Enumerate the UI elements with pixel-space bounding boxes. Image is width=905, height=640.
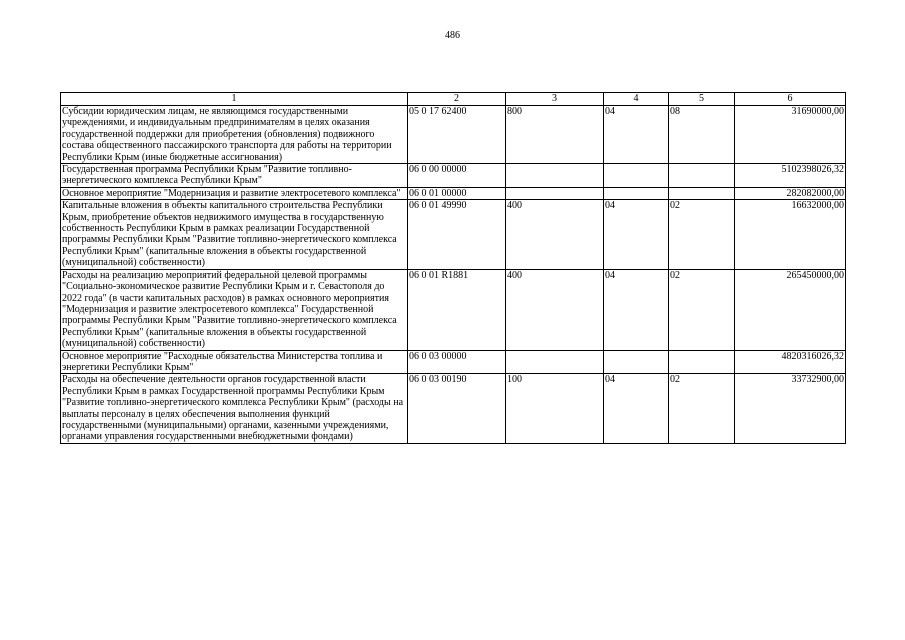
row-name-cell: Основное мероприятие "Модернизация и развитие электросетевого комплекса" bbox=[61, 187, 408, 199]
row-sum-cell: 16632000,00 bbox=[735, 200, 846, 269]
row-subsection-cell: 02 bbox=[669, 200, 735, 269]
table-row bbox=[61, 200, 846, 269]
row-sum-cell: 5102398026,32 bbox=[735, 164, 846, 188]
row-expense-type-cell: 400 bbox=[506, 269, 604, 350]
row-subsection-cell bbox=[669, 164, 735, 188]
budget-table bbox=[60, 92, 846, 444]
row-section-cell: 04 bbox=[604, 269, 669, 350]
row-expense-type-cell: 100 bbox=[506, 374, 604, 443]
row-code-cell: 06 0 01 R1881 bbox=[408, 269, 506, 350]
row-name-cell: Основное мероприятие "Расходные обязательства Министерства топлива и энергетики Республики Крым" bbox=[61, 350, 408, 374]
table-row bbox=[61, 187, 846, 199]
row-sum-cell: 265450000,00 bbox=[735, 269, 846, 350]
row-subsection-cell bbox=[669, 350, 735, 374]
table-row bbox=[61, 374, 846, 443]
row-code-cell: 06 0 01 00000 bbox=[408, 187, 506, 199]
column-header-6: 6 bbox=[735, 93, 846, 106]
row-section-cell bbox=[604, 350, 669, 374]
row-code-cell: 06 0 01 49990 bbox=[408, 200, 506, 269]
column-header-4: 4 bbox=[604, 93, 669, 106]
table-header-row bbox=[61, 93, 846, 106]
row-expense-type-cell: 400 bbox=[506, 200, 604, 269]
column-header-5: 5 bbox=[669, 93, 735, 106]
row-sum-cell: 31690000,00 bbox=[735, 106, 846, 164]
row-code-cell: 06 0 00 00000 bbox=[408, 164, 506, 188]
row-name-cell: Субсидии юридическим лицам, не являющимся государственными учреждениями, и индивидуальным предпринимателям в целях оказания государственной поддержки для приобретения (обновления) подвижного состава общественного пассажирского транспорта для работы на территории Республики Крым (иные бюджетные ассигнования) bbox=[61, 106, 408, 164]
row-name-cell: Капитальные вложения в объекты капитального строительства Республики Крым, приобретение объектов недвижимого имущества в государственную собственность Республики Крым в рамках реализации Государственной программы Республики Крым "Развитие топливно-энергетического комплекса Республики Крым" (капитальные вложения в объекты государственной (муниципальной) собственности) bbox=[61, 200, 408, 269]
row-section-cell: 04 bbox=[604, 200, 669, 269]
row-sum-cell: 33732900,00 bbox=[735, 374, 846, 443]
row-subsection-cell bbox=[669, 187, 735, 199]
row-sum-cell: 282082000,00 bbox=[735, 187, 846, 199]
row-sum-cell: 4820316026,32 bbox=[735, 350, 846, 374]
row-expense-type-cell bbox=[506, 164, 604, 188]
row-subsection-cell: 02 bbox=[669, 374, 735, 443]
row-name-cell: Расходы на обеспечение деятельности органов государственной власти Республики Крым в рамках Государственной программы Республики Крым "Развитие топливно-энергетического комплекса Республики Крым" (расходы на выплаты персоналу в целях обеспечения выполнения функций государственными (муниципальными) органами, казенными учреждениями, органами управления государственными внебюджетными фондами) bbox=[61, 374, 408, 443]
table-row bbox=[61, 269, 846, 350]
row-expense-type-cell bbox=[506, 187, 604, 199]
row-section-cell bbox=[604, 164, 669, 188]
row-section-cell: 04 bbox=[604, 374, 669, 443]
row-name-cell: Государственная программа Республики Крым "Развитие топливно-энергетического комплекса Республики Крым" bbox=[61, 164, 408, 188]
row-section-cell: 04 bbox=[604, 106, 669, 164]
column-header-1: 1 bbox=[61, 93, 408, 106]
row-name-cell: Расходы на реализацию мероприятий федеральной целевой программы "Социально-экономическое развитие Республики Крым и г. Севастополя до 2022 года" (в части капитальных расходов) в рамках основного мероприятия "Модернизация и развитие электросетевого комплекса" Государственной программы Республики Крым "Развитие топливно-энергетического комплекса Республики Крым" (капитальные вложения в объекты государственной (муниципальной) собственности) bbox=[61, 269, 408, 350]
row-expense-type-cell bbox=[506, 350, 604, 374]
row-section-cell bbox=[604, 187, 669, 199]
column-header-3: 3 bbox=[506, 93, 604, 106]
row-expense-type-cell: 800 bbox=[506, 106, 604, 164]
table-row bbox=[61, 106, 846, 164]
row-subsection-cell: 02 bbox=[669, 269, 735, 350]
row-code-cell: 05 0 17 62400 bbox=[408, 106, 506, 164]
table-row bbox=[61, 164, 846, 188]
page-number: 486 bbox=[445, 30, 460, 41]
table-row bbox=[61, 350, 846, 374]
row-code-cell: 06 0 03 00190 bbox=[408, 374, 506, 443]
column-header-2: 2 bbox=[408, 93, 506, 106]
row-subsection-cell: 08 bbox=[669, 106, 735, 164]
row-code-cell: 06 0 03 00000 bbox=[408, 350, 506, 374]
